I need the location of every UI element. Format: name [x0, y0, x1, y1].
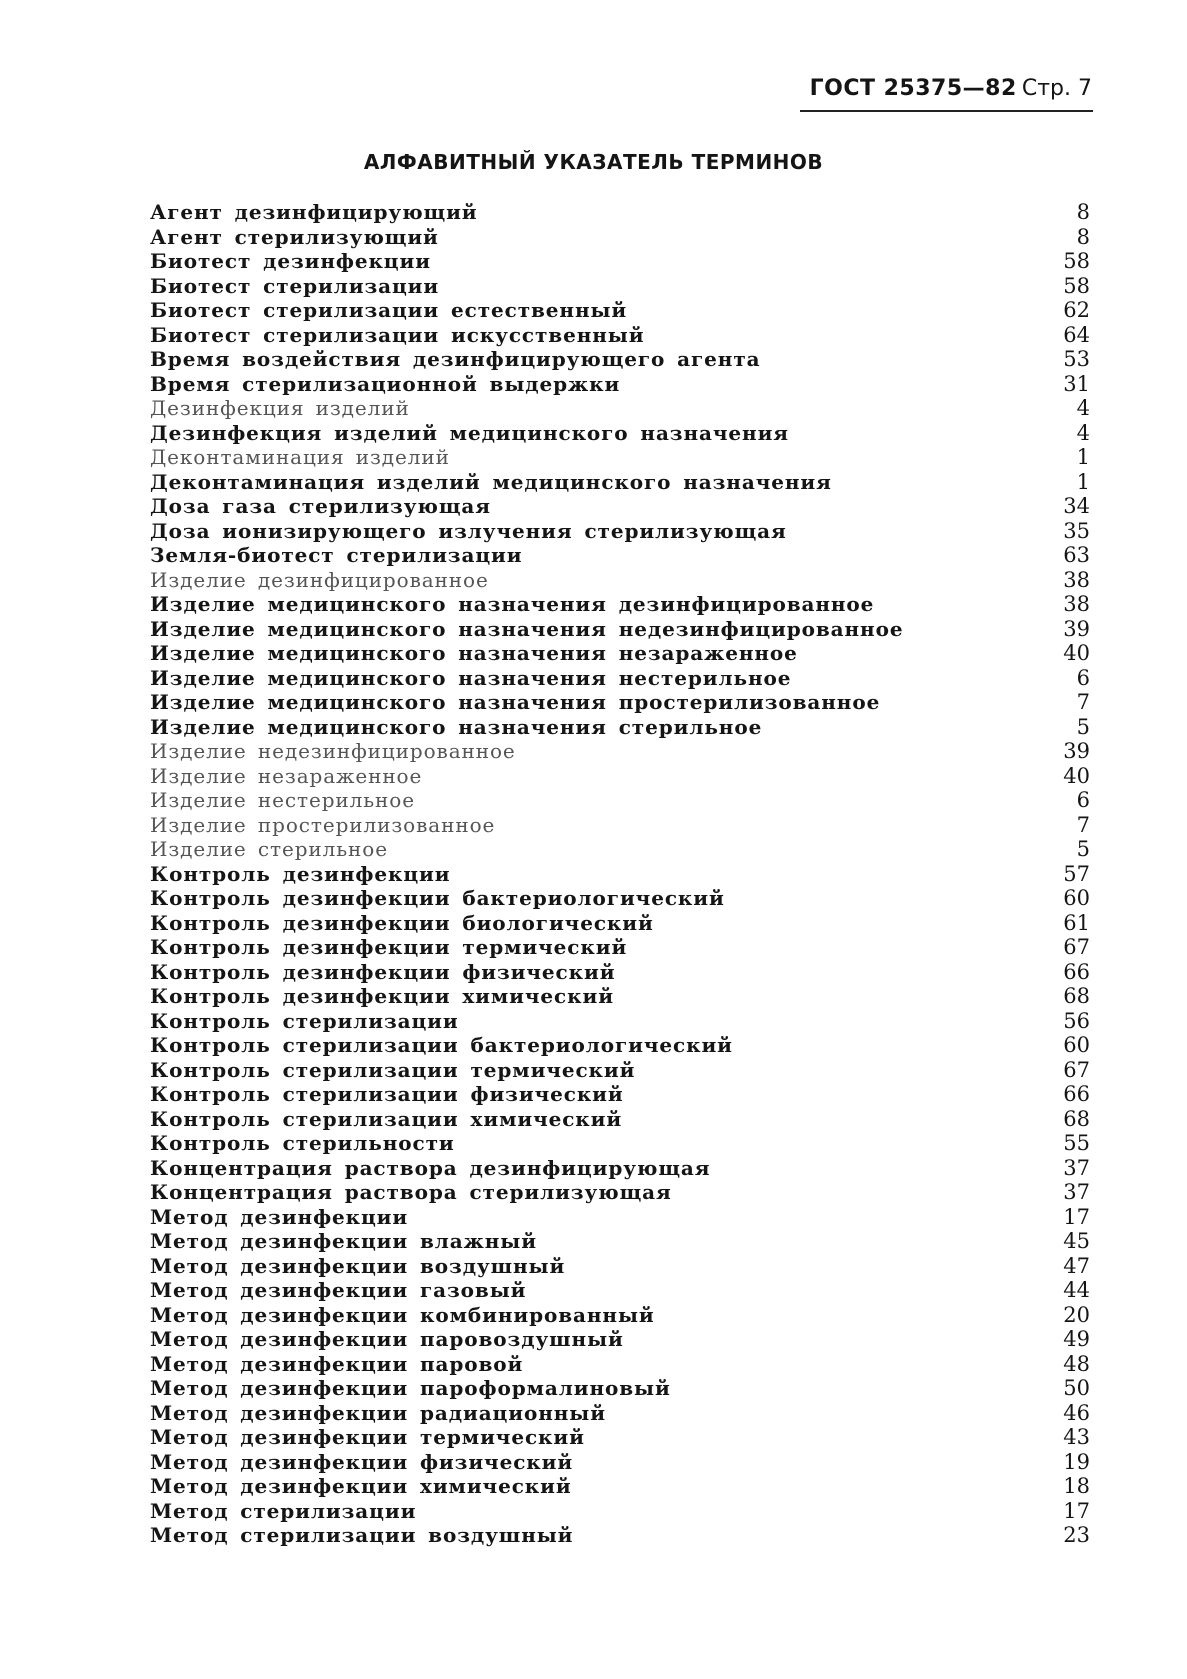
index-entry	[150, 1499, 1090, 1524]
index-term-number: 38	[1063, 592, 1090, 616]
index-entry	[150, 1352, 1090, 1377]
index-term-number: 62	[1063, 298, 1090, 322]
index-entry	[150, 1425, 1090, 1450]
index-term-number: 8	[1076, 200, 1090, 224]
index-entry	[150, 298, 1090, 323]
index-term-number: 47	[1063, 1253, 1090, 1278]
index-entry	[150, 1156, 1090, 1181]
index-term-number: 8	[1076, 224, 1090, 249]
index-term-number: 63	[1063, 543, 1090, 567]
index-term-number: 37	[1063, 1155, 1090, 1180]
index-entry	[150, 1327, 1090, 1352]
index-term-number: 45	[1063, 1229, 1090, 1253]
index-entry	[150, 690, 1090, 715]
index-term: Метод дезинфекции физический	[150, 1449, 574, 1474]
index-term-number: 17	[1063, 1204, 1090, 1229]
index-term: Контроль стерильности	[150, 1131, 455, 1155]
index-term-number: 39	[1063, 616, 1090, 641]
index-term: Контроль дезинфекции биологический	[150, 910, 654, 935]
index-term-number: 1	[1076, 445, 1090, 469]
index-entry	[150, 519, 1090, 544]
index-entry	[150, 396, 1090, 421]
index-term-number: 6	[1076, 665, 1090, 690]
index-entry	[150, 568, 1090, 593]
index-term: Метод стерилизации	[150, 1498, 417, 1523]
index-term: Контроль дезинфекции бактериологический	[150, 886, 725, 910]
index-term: Изделие медицинского назначения незараженное	[150, 641, 798, 665]
index-term: Метод стерилизации воздушный	[150, 1523, 574, 1547]
index-term-number: 68	[1063, 984, 1090, 1008]
index-term-number: 7	[1076, 812, 1090, 837]
index-term: Биотест стерилизации искусственный	[150, 322, 645, 347]
index-term: Концентрация раствора стерилизующая	[150, 1180, 672, 1204]
index-term-number: 7	[1076, 690, 1090, 714]
index-term-number: 40	[1063, 641, 1090, 665]
index-term: Метод дезинфекции радиационный	[150, 1400, 606, 1425]
index-term: Деконтаминация изделий	[150, 445, 450, 469]
index-term: Время стерилизационной выдержки	[150, 371, 621, 396]
index-entry	[150, 249, 1090, 274]
index-term-number: 6	[1076, 788, 1090, 812]
index-entry	[150, 886, 1090, 911]
index-entry	[150, 470, 1090, 495]
index-term: Изделие медицинского назначения дезинфицированное	[150, 592, 875, 616]
index-term: Метод дезинфекции паровоздушный	[150, 1327, 624, 1351]
index-term-number: 31	[1063, 371, 1090, 396]
index-term: Изделие недезинфицированное	[150, 739, 516, 763]
index-term: Деконтаминация изделий медицинского назначения	[150, 469, 832, 494]
index-entry	[150, 347, 1090, 372]
index-term-number: 61	[1063, 910, 1090, 935]
index-entry	[150, 445, 1090, 470]
index-term: Контроль стерилизации физический	[150, 1082, 624, 1106]
index-term: Контроль стерилизации бактериологический	[150, 1033, 733, 1057]
index-term: Изделие медицинского назначения простерилизованное	[150, 690, 881, 714]
index-term-number: 40	[1063, 763, 1090, 788]
index-entry	[150, 617, 1090, 642]
index-term: Метод дезинфекции	[150, 1204, 409, 1229]
index-term-number: 57	[1063, 861, 1090, 886]
index-term-number: 68	[1063, 1106, 1090, 1131]
index-term-number: 4	[1076, 396, 1090, 420]
index-term-number: 34	[1063, 494, 1090, 518]
index-entry	[150, 984, 1090, 1009]
index-entry	[150, 1523, 1090, 1548]
index-term-number: 66	[1063, 959, 1090, 984]
index-entry	[150, 666, 1090, 691]
index-term-number: 67	[1063, 935, 1090, 959]
page-number: Стр. 7	[1021, 76, 1092, 101]
index-term: Метод дезинфекции газовый	[150, 1278, 527, 1302]
index-term-number: 43	[1063, 1425, 1090, 1449]
index-entry	[150, 200, 1090, 225]
index-entry	[150, 1033, 1090, 1058]
index-term: Контроль стерилизации термический	[150, 1057, 636, 1082]
index-term: Концентрация раствора дезинфицирующая	[150, 1155, 711, 1180]
term-index-list	[150, 200, 1090, 1548]
index-entry	[150, 911, 1090, 936]
index-term-number: 17	[1063, 1498, 1090, 1523]
index-term-number: 20	[1063, 1302, 1090, 1327]
index-term: Изделие медицинского назначения стерильное	[150, 714, 763, 739]
index-term-number: 66	[1063, 1082, 1090, 1106]
index-term-number: 5	[1076, 714, 1090, 739]
index-title: АЛФАВИТНЫЙ УКАЗАТЕЛЬ ТЕРМИНОВ	[363, 150, 824, 174]
index-term: Доза ионизирующего излучения стерилизующая	[150, 518, 787, 543]
index-entry	[150, 739, 1090, 764]
index-term-number: 67	[1063, 1057, 1090, 1082]
index-term-number: 46	[1063, 1400, 1090, 1425]
page-header	[810, 76, 1092, 101]
index-entry	[150, 715, 1090, 740]
index-entry	[150, 1401, 1090, 1426]
index-term: Изделие простерилизованное	[150, 812, 496, 837]
index-term: Контроль дезинфекции термический	[150, 935, 628, 959]
index-term-number: 37	[1063, 1180, 1090, 1204]
index-entry	[150, 935, 1090, 960]
index-term: Агент стерилизующий	[150, 224, 439, 249]
index-entry	[150, 764, 1090, 789]
index-term-number: 1	[1076, 469, 1090, 494]
index-term-number: 4	[1076, 420, 1090, 445]
index-entry	[150, 1205, 1090, 1230]
index-term: Контроль стерилизации химический	[150, 1106, 623, 1131]
index-term-number: 55	[1063, 1131, 1090, 1155]
index-entry	[150, 1180, 1090, 1205]
index-term-number: 49	[1063, 1327, 1090, 1351]
index-term-number: 19	[1063, 1449, 1090, 1474]
index-term: Метод дезинфекции термический	[150, 1425, 585, 1449]
index-entry	[150, 1474, 1090, 1499]
index-entry	[150, 960, 1090, 985]
index-entry	[150, 1278, 1090, 1303]
index-term-number: 56	[1063, 1008, 1090, 1033]
index-term: Метод дезинфекции комбинированный	[150, 1302, 655, 1327]
index-term: Дезинфекция изделий медицинского назначения	[150, 420, 789, 445]
index-term-number: 35	[1063, 518, 1090, 543]
index-entry	[150, 1058, 1090, 1083]
index-term: Изделие нестерильное	[150, 788, 415, 812]
index-term-number: 39	[1063, 739, 1090, 763]
index-entry	[150, 1107, 1090, 1132]
index-entry	[150, 592, 1090, 617]
index-term: Метод дезинфекции пароформалиновый	[150, 1376, 671, 1400]
index-term: Контроль дезинфекции химический	[150, 984, 614, 1008]
index-term-number: 48	[1063, 1351, 1090, 1376]
index-term: Доза газа стерилизующая	[150, 494, 491, 518]
index-term: Метод дезинфекции химический	[150, 1474, 572, 1498]
index-term-number: 58	[1063, 273, 1090, 298]
index-term: Метод дезинфекции воздушный	[150, 1253, 566, 1278]
standard-number: ГОСТ 25375—82	[809, 76, 1017, 101]
index-entry	[150, 421, 1090, 446]
index-term-number: 60	[1063, 1033, 1090, 1057]
index-term-number: 58	[1063, 249, 1090, 273]
index-entry	[150, 641, 1090, 666]
index-entry	[150, 225, 1090, 250]
index-term: Агент дезинфицирующий	[150, 200, 478, 224]
index-term-number: 38	[1063, 567, 1090, 592]
index-term-number: 18	[1063, 1474, 1090, 1498]
index-term: Биотест стерилизации	[150, 273, 440, 298]
index-term: Изделие стерильное	[150, 837, 388, 861]
index-term-number: 60	[1063, 886, 1090, 910]
index-term: Изделие незараженное	[150, 763, 423, 788]
index-term-number: 64	[1063, 322, 1090, 347]
index-entry	[150, 274, 1090, 299]
index-term: Метод дезинфекции паровой	[150, 1351, 524, 1376]
index-term: Дезинфекция изделий	[150, 396, 410, 420]
index-entry	[150, 494, 1090, 519]
index-entry	[150, 837, 1090, 862]
index-entry	[150, 372, 1090, 397]
index-entry	[150, 1131, 1090, 1156]
index-entry	[150, 862, 1090, 887]
header-rule	[800, 110, 1093, 112]
index-term-number: 44	[1063, 1278, 1090, 1302]
index-entry	[150, 1303, 1090, 1328]
index-term: Время воздействия дезинфицирующего агента	[150, 347, 761, 371]
index-entry	[150, 543, 1090, 568]
index-entry	[150, 813, 1090, 838]
index-term: Метод дезинфекции влажный	[150, 1229, 537, 1253]
index-term-number: 53	[1063, 347, 1090, 371]
index-entry	[150, 788, 1090, 813]
index-term-number: 23	[1063, 1523, 1090, 1547]
index-term: Контроль дезинфекции	[150, 861, 451, 886]
index-entry	[150, 1082, 1090, 1107]
index-term: Изделие медицинского назначения недезинфицированное	[150, 616, 904, 641]
index-term: Биотест стерилизации естественный	[150, 298, 628, 322]
index-term: Контроль дезинфекции физический	[150, 959, 616, 984]
index-entry	[150, 1229, 1090, 1254]
index-entry	[150, 1254, 1090, 1279]
index-entry	[150, 1009, 1090, 1034]
index-term: Земля-биотест стерилизации	[150, 543, 523, 567]
index-entry	[150, 323, 1090, 348]
index-term-number: 5	[1076, 837, 1090, 861]
index-term: Изделие медицинского назначения нестерильное	[150, 665, 792, 690]
index-term: Изделие дезинфицированное	[150, 567, 489, 592]
index-entry	[150, 1450, 1090, 1475]
index-term: Контроль стерилизации	[150, 1008, 459, 1033]
index-entry	[150, 1376, 1090, 1401]
index-term: Биотест дезинфекции	[150, 249, 431, 273]
index-term-number: 50	[1063, 1376, 1090, 1400]
